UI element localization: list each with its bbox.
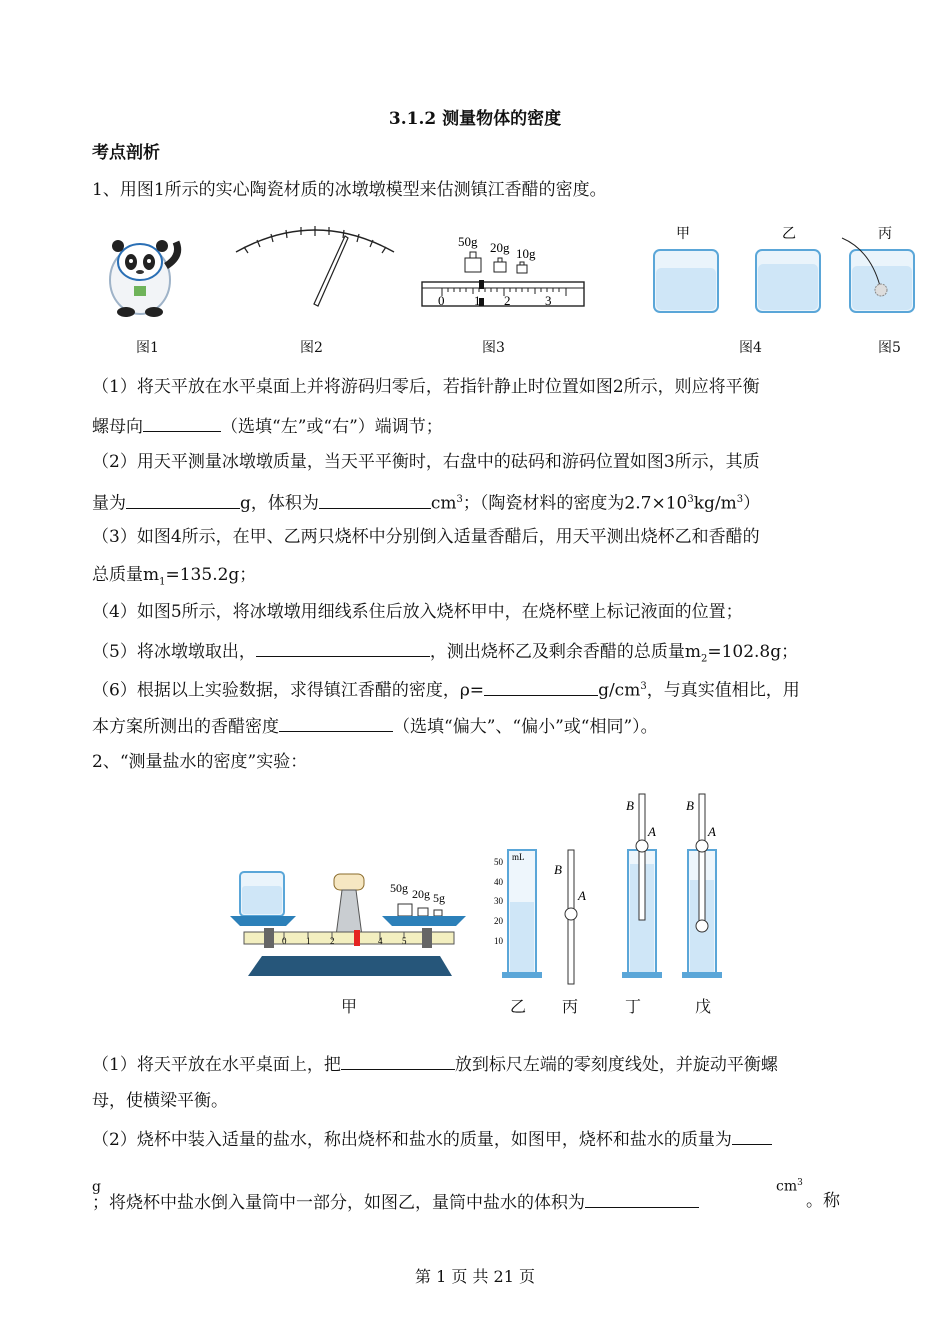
answer-blank-comparison[interactable] [279,714,393,732]
q2-part2-tail: 。称 [806,1191,840,1211]
answer-blank-density[interactable] [484,678,598,696]
cylinder-yi-ml: mL [512,852,525,862]
q2-part1-line1: （1）将天平放在水平桌面上，把 放到标尺左端的零刻度线处，并旋动平衡螺 [92,1052,778,1076]
q1-part1-line1: （1）将天平放在水平桌面上并将游码归零后，若指针静止时位置如图2所示，则应将平衡 [92,377,760,397]
q2-unit-cm3: $cm^3$ [776,1178,803,1195]
answer-blank-volume[interactable] [319,491,431,509]
beaker-on-balance [240,872,284,916]
graduated-cylinders-figure [488,790,728,986]
hydrometer-bing [565,850,577,984]
ruler-2: 2 [504,293,511,308]
balance-weight-50g: 50g [390,881,408,895]
weight-20g-label: 20g [490,240,510,255]
wu-label-B: B [686,798,694,813]
beaker-jia-label: 甲 [676,227,690,242]
page-title: 3.1.2 测量物体的密度 [388,109,562,129]
ding-label-A: A [648,824,656,839]
q2-fig-wu: 戊 [695,997,712,1016]
beaker-yi-label: 乙 [782,227,796,242]
balance-figure [226,860,476,984]
yi-scale-40: 40 [494,877,503,887]
q1-part2-line2: 量为 g，体积为 $cm^3$；（陶瓷材料的密度为$2.7\times 10^3kg/m^3$） [92,489,760,515]
answer-blank-rider[interactable] [341,1052,455,1070]
q1-part4: （4）如图5所示，将冰墩墩用细线系住后放入烧杯甲中，在烧杯壁上标记液面的位置； [92,602,743,622]
yi-scale-20: 20 [494,916,503,926]
q2-fig-yi: 乙 [510,997,527,1016]
weights-and-rider-figure [418,230,588,310]
q1-part5: （5）将冰墩墩取出， ，测出烧杯乙及剩余香醋的总质量$m_2=102.8g$； [92,639,798,670]
q1-part6-line2: 本方案所测出的香醋密度 （选填“偏大”、“偏小”或“相同”）。 [92,714,658,738]
q2-part1-line2: 母，使横梁平衡。 [92,1091,228,1111]
balance-ruler-2: 2 [330,936,335,946]
cylinder-ding [622,794,662,978]
balance-ruler-0: 0 [282,936,287,946]
q2-fig-bing: 丙 [562,997,579,1016]
balance-ruler-1: 1 [306,936,311,946]
ruler-3: 3 [545,293,552,308]
answer-blank-step5[interactable] [256,639,430,657]
q2-part2-line1: （2）烧杯中装入适量的盐水，称出烧杯和盐水的质量，如图甲，烧杯和盐水的质量为 [92,1127,772,1151]
beakers-figure [640,220,920,320]
balance-weight-20g: 20g [412,887,430,901]
cylinder-wu [682,794,722,978]
q2-part2-line2: ；将烧杯中盐水倒入量筒中一部分，如图乙，量筒中盐水的体积为 [92,1190,699,1214]
q2-unit-g: g [92,1179,101,1195]
answer-blank-saltwater-mass[interactable] [732,1127,772,1145]
answer-blank-mass[interactable] [126,491,240,509]
section-heading: 考点剖析 [92,143,160,163]
beaker-bing [842,238,914,312]
balance-ruler-4: 4 [378,936,383,946]
fig1-caption: 图1 [136,340,159,356]
q1-part3-line1: （3）如图4所示，在甲、乙两只烧杯中分别倒入适量香醋后，用天平测出烧杯乙和香醋的 [92,527,760,547]
balance-pointer-figure [232,218,398,310]
q2-intro: 2、“测量盐水的密度”实验： [92,752,308,772]
balance-weight-5g: 5g [433,891,445,905]
q1-part6-line1: （6）根据以上实验数据，求得镇江香醋的密度，$\rho= g/cm^3$，与真实值相比，用 [92,676,800,702]
wu-label-A: A [708,824,716,839]
q1-part1-line2: 螺母向 （选填“左”或“右”）端调节； [92,414,443,438]
bing-dwen-dwen-figure [96,226,188,318]
fig4-caption: 图4 [739,340,762,356]
ruler-1: 1 [474,293,481,308]
yi-scale-30: 30 [494,896,503,906]
beaker-jia [654,250,718,312]
beaker-yi [756,250,820,312]
weight-10g-label: 10g [516,246,536,261]
yi-scale-50: 50 [494,857,503,867]
q2-fig-ding: 丁 [625,997,642,1016]
bing-label-B: B [554,862,562,877]
q1-part3-line2: 总质量$m_1=135.2g$； [92,565,257,588]
answer-blank-direction[interactable] [143,414,221,432]
bing-label-A: A [578,888,586,903]
yi-scale-10: 10 [494,936,503,946]
cylinder-yi [502,850,542,978]
balance-ruler-5: 5 [402,936,407,946]
fig3-caption: 图3 [482,340,505,356]
page-footer: 第 1 页 共 21 页 [415,1267,535,1286]
ruler-0: 0 [438,293,445,308]
answer-blank-saltwater-volume[interactable] [585,1190,699,1208]
q2-fig-jia: 甲 [341,997,358,1016]
q1-intro: 1、用图1所示的实心陶瓷材质的冰墩墩模型来估测镇江香醋的密度。 [92,180,607,200]
fig5-caption: 图5 [878,340,901,356]
q1-part2-line1: （2）用天平测量冰墩墩质量，当天平平衡时，右盘中的砝码和游码位置如图3所示，其质 [92,452,760,472]
weight-50g-label: 50g [458,234,478,249]
beaker-bing-label: 丙 [878,227,892,242]
fig2-caption: 图2 [300,340,323,356]
ding-label-B: B [626,798,634,813]
